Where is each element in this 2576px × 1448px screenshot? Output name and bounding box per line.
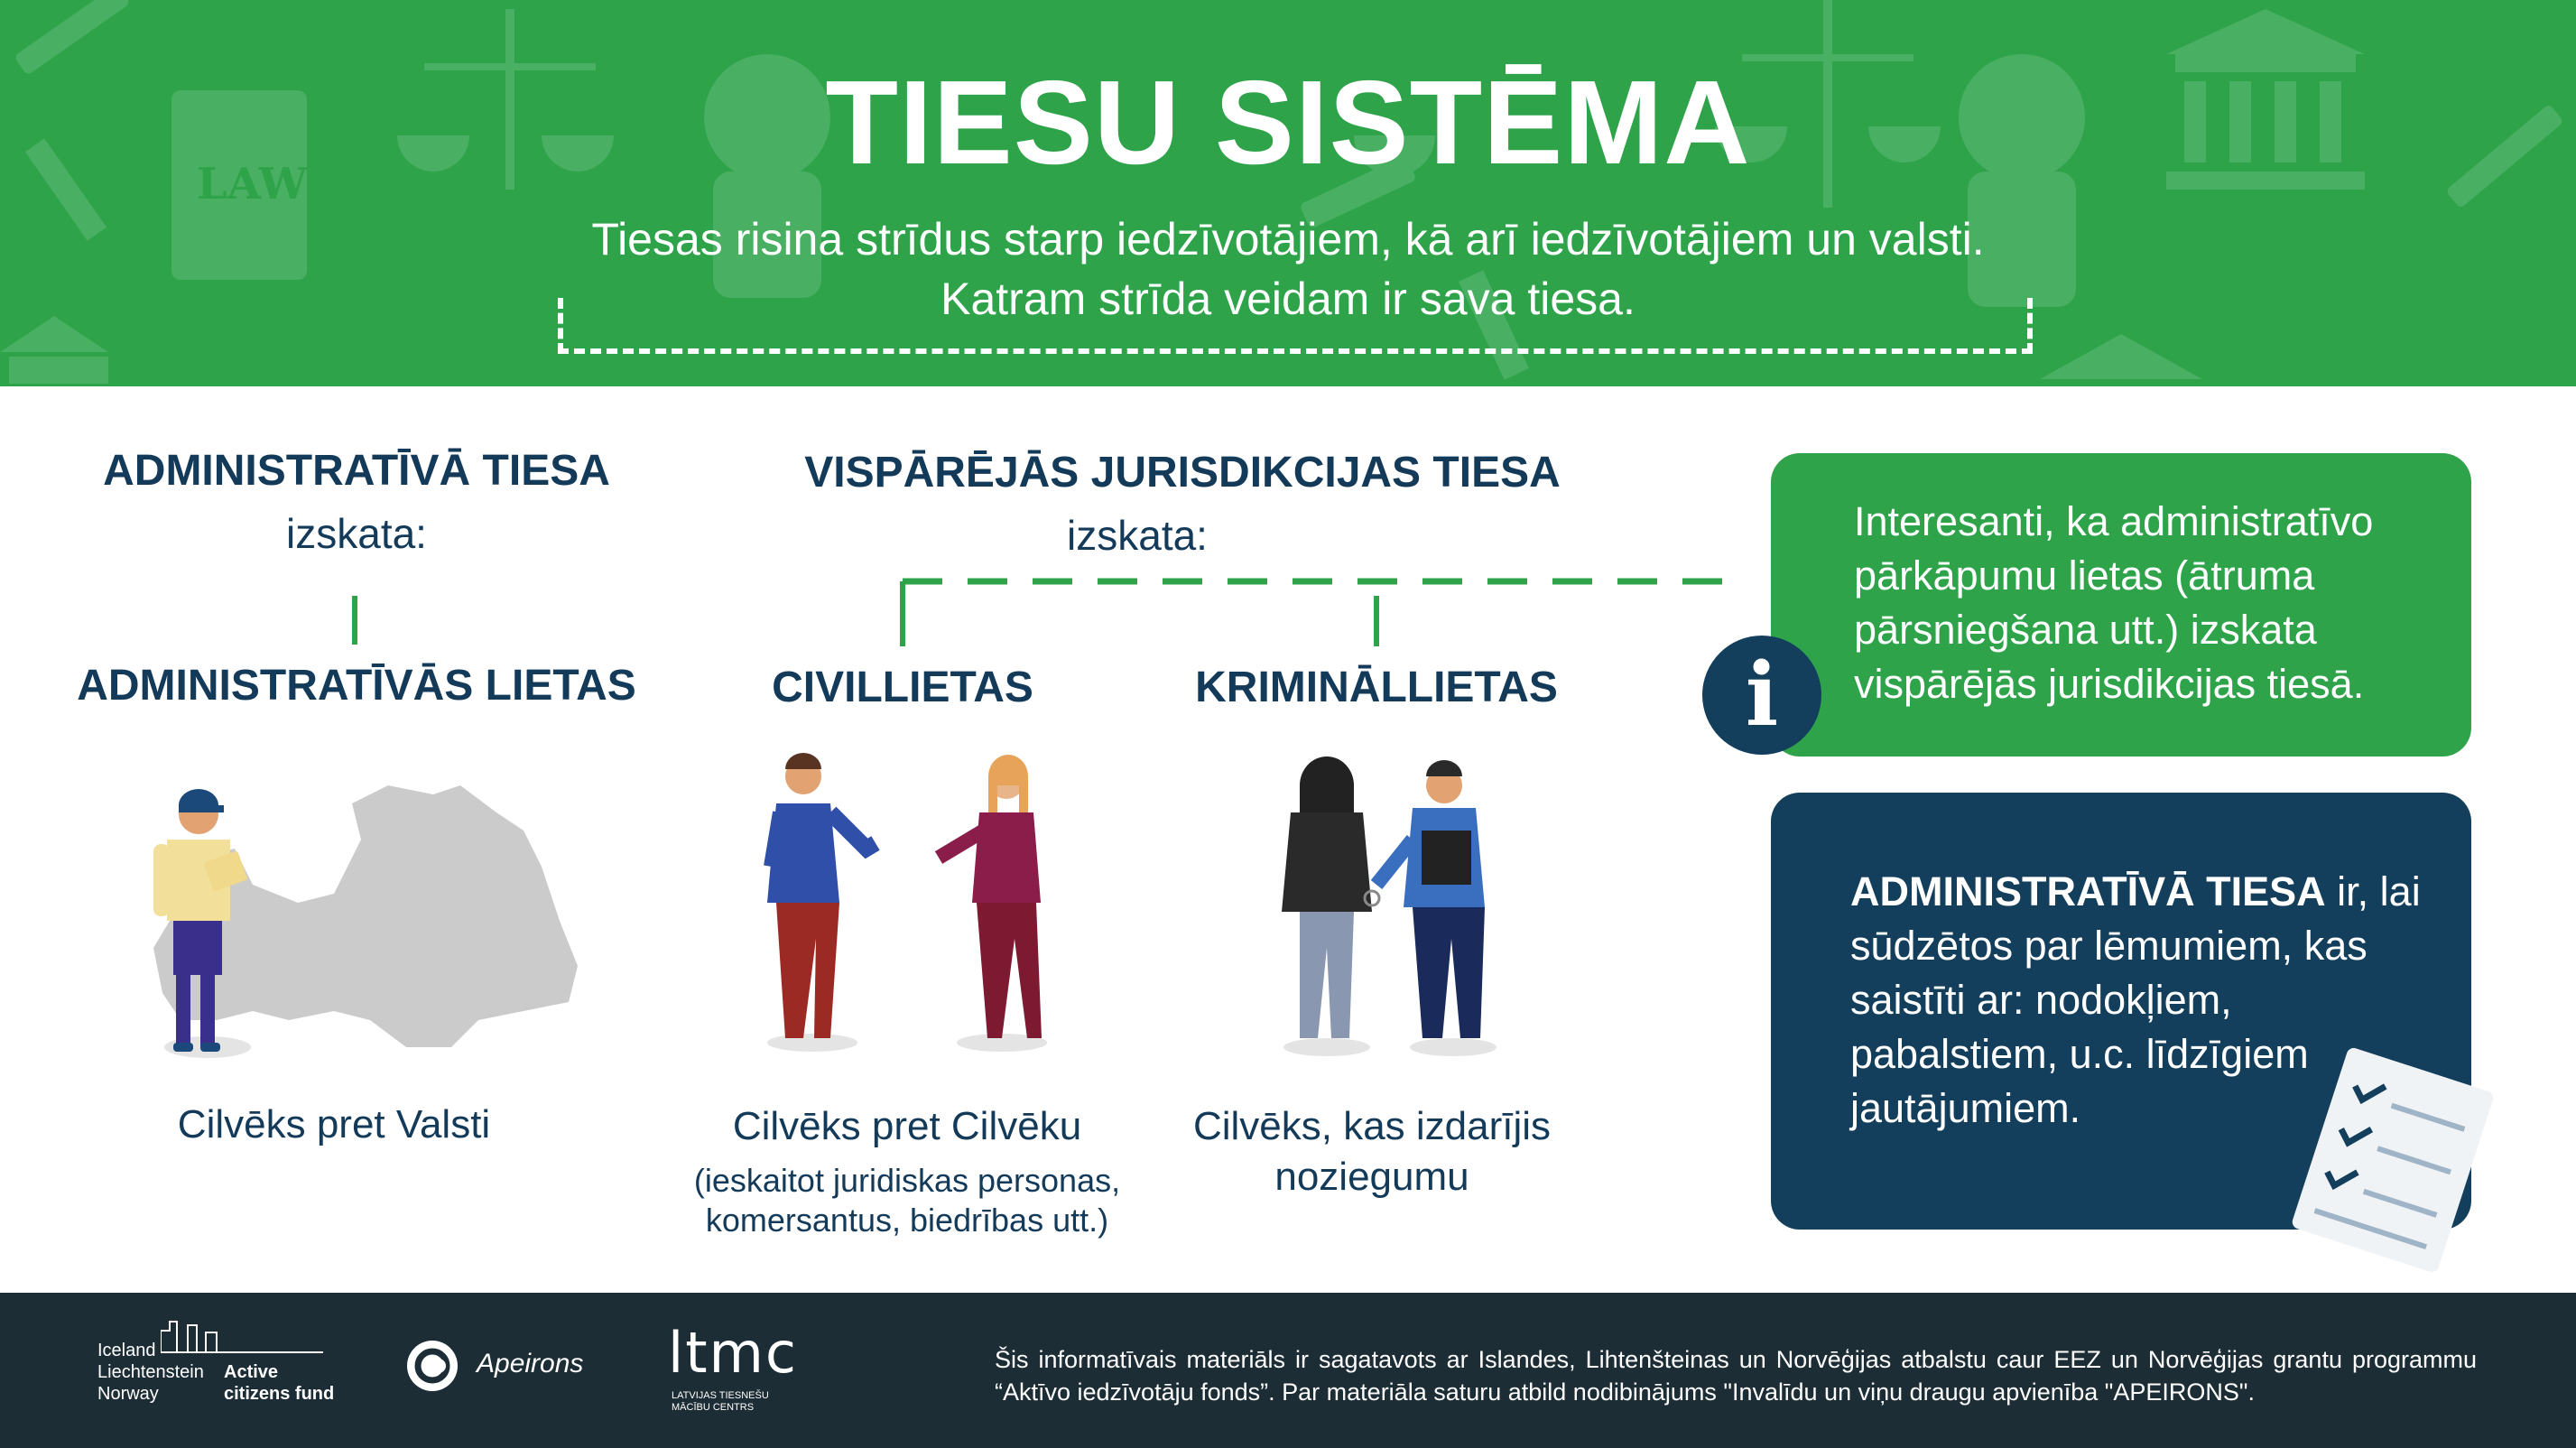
active-citizens-fund-logo	[224, 1361, 334, 1405]
police-officer-icon	[1365, 760, 1485, 1038]
arrest-illustration	[1264, 749, 1525, 1065]
ltmc-sub-line-1: LATVIJAS TIESNEŠU	[672, 1390, 769, 1401]
civil-category-title: CIVILLIETAS	[772, 664, 1033, 711]
admin-court-info-bold: ADMINISTRATĪVĀ TIESA	[1850, 868, 2326, 914]
two-people-dispute-illustration	[731, 749, 1092, 1065]
latvia-map-person-illustration	[99, 749, 605, 1074]
criminal-category-title: KRIMINĀLLIETAS	[1195, 664, 1558, 711]
general-court-heading: VISPĀRĒJĀS JURISDIKCIJAS TIESA	[804, 449, 1561, 497]
subtitle-line-2: Katram strīda veidam ir sava tiesa.	[941, 274, 1635, 324]
admin-court-heading: ADMINISTRATĪVĀ TIESA	[103, 447, 610, 495]
ltmc-sub-line-2: MĀCĪBU CENTRS	[672, 1402, 755, 1413]
law-book-label: LAW	[197, 159, 308, 209]
eea-country-1: Iceland	[97, 1341, 156, 1360]
man-figure-icon	[767, 753, 876, 1038]
criminal-caption-line-2: noziegumu	[1274, 1155, 1469, 1199]
shadow	[767, 1034, 857, 1052]
shadow	[1410, 1038, 1496, 1056]
admin-reviews-label: izskata:	[286, 510, 427, 557]
apeirons-logo-text: Apeirons	[477, 1349, 584, 1378]
apeirons-logo-icon	[404, 1338, 460, 1394]
admin-court-info-rest: ir, lai sūdzētos par lēmumiem, kas saistīti ar: nodokļiem, pabalstiem, u.c. līdzīgiem jautājumiem.	[1850, 868, 2421, 1131]
eea-skyline-icon	[161, 1318, 323, 1354]
info-icon: i	[1702, 636, 1821, 755]
subtitle-line-1: Tiesas risina strīdus starp iedzīvotājiem, kā arī iedzīvotājiem un valsti.	[591, 214, 1985, 265]
general-reviews-label: izskata:	[1067, 512, 1208, 559]
ltmc-logo-text: ltmc	[668, 1320, 799, 1386]
hooded-suspect-icon	[1282, 756, 1372, 1038]
admin-category-title: ADMINISTRATĪVĀS LIETAS	[77, 662, 636, 710]
civil-note	[668, 1161, 1146, 1240]
criminal-caption	[1155, 1101, 1589, 1202]
civil-note-line-2: komersantus, biedrības utt.)	[705, 1202, 1109, 1239]
fund-line-2: citizens fund	[224, 1384, 335, 1404]
civil-caption: Cilvēks pret Cilvēku	[732, 1104, 1082, 1148]
civil-note-line-1: (ieskaitot juridiskas personas,	[693, 1162, 1121, 1199]
checklist-icon	[2289, 1047, 2497, 1273]
funding-disclaimer: Šis informatīvais materiāls ir sagatavots ar Islandes, Lihtenšteinas un Norvēģijas atbalstu caur EEZ un Norvēģijas grantu programmu “Aktīvo iedzīvotāju fonds”. Par materiāla saturu atbild nodibinājums "Invalīdu un viņu draugu apvienība "APEIRONS".	[995, 1346, 2477, 1406]
fund-line-1: Active	[224, 1362, 279, 1382]
criminal-caption-line-1: Cilvēks, kas izdarījis	[1192, 1104, 1552, 1148]
admin-caption: Cilvēks pret Valsti	[177, 1102, 491, 1146]
page-title: TIESU SISTĒMA	[825, 56, 1751, 189]
woman-figure-icon	[939, 755, 1042, 1038]
fact-info-text: Interesanti, ka administratīvo pārkāpumu lietas (ātruma pārsniegšana utt.) izskata vispārējās jurisdikcijas tiesā.	[1854, 498, 2374, 707]
ltmc-logo-subtitle	[672, 1390, 769, 1414]
shadow	[1283, 1038, 1370, 1056]
eea-country-3: Norway	[97, 1384, 159, 1404]
eea-country-2: Liechtenstein	[97, 1362, 204, 1382]
